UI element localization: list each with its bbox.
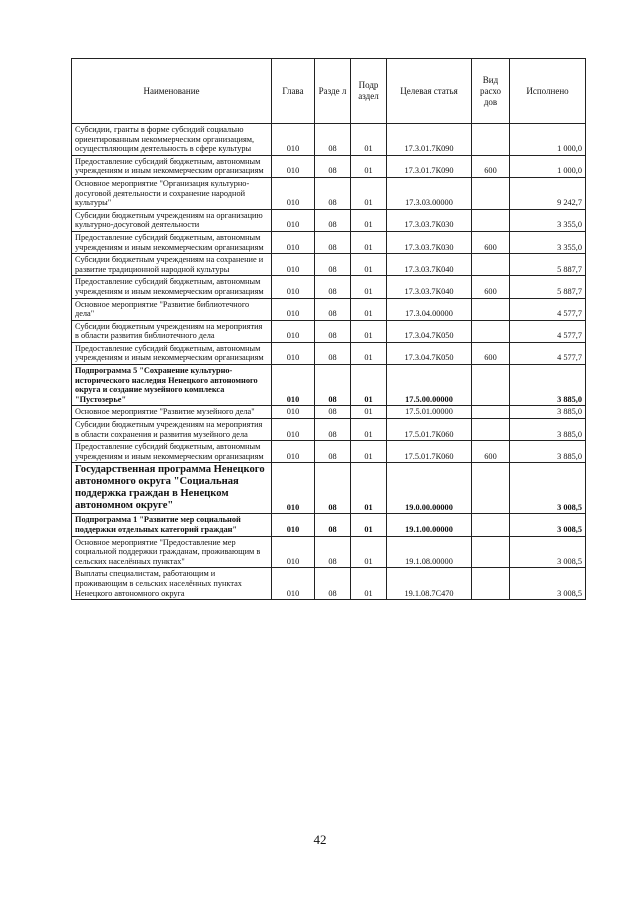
row-name: Подпрограмма 5 "Сохранение культурно-исторического наследия Ненецкого автономного округа и создание музейного комплекса "Пустозерье" — [72, 365, 272, 406]
table-row — [72, 419, 586, 441]
table-row — [72, 276, 586, 298]
row-target: 17.3.03.7К040 — [387, 254, 472, 276]
row-podrazdel: 01 — [351, 276, 387, 298]
row-podrazdel: 01 — [351, 342, 387, 364]
row-vid — [472, 514, 510, 536]
row-razdel: 08 — [315, 231, 351, 253]
row-name: Подпрограмма 1 "Развитие мер социальной поддержки отдельных категорий граждан" — [72, 514, 272, 536]
table-row — [72, 124, 586, 156]
row-glava: 010 — [272, 463, 315, 514]
row-vid — [472, 463, 510, 514]
row-amount: 3 008,5 — [510, 568, 586, 600]
row-vid — [472, 254, 510, 276]
row-podrazdel: 01 — [351, 536, 387, 568]
row-amount: 3 008,5 — [510, 514, 586, 536]
row-razdel: 08 — [315, 536, 351, 568]
row-name: Основное мероприятие "Организация культурно-досуговой деятельности и сохранение народной культуры" — [72, 177, 272, 209]
row-razdel: 08 — [315, 365, 351, 406]
row-name: Субсидии бюджетным учреждениям на организацию культурно-досуговой деятельности — [72, 209, 272, 231]
row-target: 17.5.01.7К060 — [387, 441, 472, 463]
row-razdel: 08 — [315, 342, 351, 364]
row-razdel: 08 — [315, 406, 351, 419]
row-name: Предоставление субсидий бюджетным, автономным учреждениям и иным некоммерческим организациям — [72, 441, 272, 463]
row-razdel: 08 — [315, 124, 351, 156]
row-vid: 600 — [472, 231, 510, 253]
row-target: 19.0.00.00000 — [387, 463, 472, 514]
page-number: 42 — [313, 832, 327, 847]
row-name: Субсидии бюджетным учреждениям на мероприятия в области развития библиотечного дела — [72, 320, 272, 342]
budget-table — [71, 58, 586, 600]
row-glava: 010 — [272, 231, 315, 253]
row-vid — [472, 536, 510, 568]
row-target: 17.3.01.7К090 — [387, 124, 472, 156]
row-razdel: 08 — [315, 276, 351, 298]
header-razdel: Разде л — [315, 59, 351, 124]
row-razdel: 08 — [315, 254, 351, 276]
row-podrazdel: 01 — [351, 155, 387, 177]
row-razdel: 08 — [315, 514, 351, 536]
table-row — [72, 231, 586, 253]
table-row — [72, 441, 586, 463]
row-vid — [472, 320, 510, 342]
row-podrazdel: 01 — [351, 320, 387, 342]
row-amount: 3 355,0 — [510, 209, 586, 231]
table-row — [72, 209, 586, 231]
row-podrazdel: 01 — [351, 514, 387, 536]
row-amount: 3 008,5 — [510, 536, 586, 568]
row-target: 17.3.03.7К030 — [387, 209, 472, 231]
table-row — [72, 155, 586, 177]
row-name: Предоставление субсидий бюджетным, автономным учреждениям и иным некоммерческим организациям — [72, 276, 272, 298]
row-podrazdel: 01 — [351, 124, 387, 156]
row-amount: 3 885,0 — [510, 406, 586, 419]
row-target: 17.3.04.7К050 — [387, 320, 472, 342]
row-vid — [472, 124, 510, 156]
table-row — [72, 365, 586, 406]
row-name: Основное мероприятие "Развитие библиотечного дела" — [72, 298, 272, 320]
table-row — [72, 320, 586, 342]
row-vid — [472, 177, 510, 209]
header-glava: Глава — [272, 59, 315, 124]
table-row — [72, 406, 586, 419]
row-podrazdel: 01 — [351, 254, 387, 276]
row-target: 19.1.08.00000 — [387, 536, 472, 568]
row-podrazdel: 01 — [351, 419, 387, 441]
header-vid: Вид расхо дов — [472, 59, 510, 124]
row-name: Предоставление субсидий бюджетным, автономным учреждениям и иным некоммерческим организациям — [72, 231, 272, 253]
row-name: Выплаты специалистам, работающим и проживающим в сельских населённых пунктах Ненецкого автономного округа — [72, 568, 272, 600]
row-target: 19.1.00.00000 — [387, 514, 472, 536]
table-header-row — [72, 59, 586, 124]
row-podrazdel: 01 — [351, 365, 387, 406]
row-podrazdel: 01 — [351, 463, 387, 514]
row-name: Предоставление субсидий бюджетным, автономным учреждениям и иным некоммерческим организациям — [72, 342, 272, 364]
row-vid: 600 — [472, 342, 510, 364]
row-glava: 010 — [272, 320, 315, 342]
row-amount: 1 000,0 — [510, 155, 586, 177]
row-name: Субсидии бюджетным учреждениям на мероприятия в области сохранения и развития музейного дела — [72, 419, 272, 441]
row-podrazdel: 01 — [351, 441, 387, 463]
row-vid — [472, 365, 510, 406]
row-target: 17.5.01.7К060 — [387, 419, 472, 441]
table-row — [72, 342, 586, 364]
row-name: Основное мероприятие "Предоставление мер социальной поддержки гражданам, проживающим в сельских населённых пунктах" — [72, 536, 272, 568]
row-target: 17.3.04.00000 — [387, 298, 472, 320]
row-name: Предоставление субсидий бюджетным, автономным учреждениям и иным некоммерческим организациям — [72, 155, 272, 177]
table-row — [72, 298, 586, 320]
row-razdel: 08 — [315, 320, 351, 342]
row-podrazdel: 01 — [351, 568, 387, 600]
row-podrazdel: 01 — [351, 406, 387, 419]
row-amount: 4 577,7 — [510, 320, 586, 342]
row-target: 17.3.03.7К030 — [387, 231, 472, 253]
row-glava: 010 — [272, 276, 315, 298]
row-amount: 5 887,7 — [510, 254, 586, 276]
row-glava: 010 — [272, 406, 315, 419]
row-razdel: 08 — [315, 463, 351, 514]
row-glava: 010 — [272, 441, 315, 463]
row-vid: 600 — [472, 155, 510, 177]
row-name: Субсидии бюджетным учреждениям на сохранение и развитие традиционной народной культуры — [72, 254, 272, 276]
row-glava: 010 — [272, 568, 315, 600]
row-amount: 1 000,0 — [510, 124, 586, 156]
row-vid: 600 — [472, 276, 510, 298]
row-razdel: 08 — [315, 177, 351, 209]
header-target: Целевая статья — [387, 59, 472, 124]
row-vid — [472, 406, 510, 419]
row-name: Основное мероприятие "Развитие музейного дела" — [72, 406, 272, 419]
row-vid: 600 — [472, 441, 510, 463]
row-vid — [472, 209, 510, 231]
row-amount: 3 355,0 — [510, 231, 586, 253]
row-razdel: 08 — [315, 441, 351, 463]
row-vid — [472, 419, 510, 441]
row-glava: 010 — [272, 365, 315, 406]
row-target: 17.3.03.7К040 — [387, 276, 472, 298]
row-glava: 010 — [272, 536, 315, 568]
row-razdel: 08 — [315, 419, 351, 441]
row-name: Субсидии, гранты в форме субсидий социально ориентированным некоммерческим организациям, осуществляющим деятельность в сфере культуры — [72, 124, 272, 156]
row-amount: 3 885,0 — [510, 441, 586, 463]
row-glava: 010 — [272, 177, 315, 209]
header-podrazdel: Подр аздел — [351, 59, 387, 124]
row-vid — [472, 568, 510, 600]
row-podrazdel: 01 — [351, 209, 387, 231]
table-row — [72, 568, 586, 600]
row-amount: 9 242,7 — [510, 177, 586, 209]
row-glava: 010 — [272, 124, 315, 156]
row-amount: 4 577,7 — [510, 342, 586, 364]
row-target: 17.5.00.00000 — [387, 365, 472, 406]
table-row — [72, 536, 586, 568]
row-glava: 010 — [272, 209, 315, 231]
row-name: Государственная программа Ненецкого автономного округа "Социальная поддержка граждан в Ненецком автономном округе" — [72, 463, 272, 514]
row-target: 17.3.03.00000 — [387, 177, 472, 209]
row-glava: 010 — [272, 298, 315, 320]
row-amount: 3 885,0 — [510, 419, 586, 441]
row-razdel: 08 — [315, 568, 351, 600]
header-name: Наименование — [72, 59, 272, 124]
row-glava: 010 — [272, 254, 315, 276]
row-glava: 010 — [272, 342, 315, 364]
table-row — [72, 463, 586, 514]
row-podrazdel: 01 — [351, 177, 387, 209]
row-razdel: 08 — [315, 209, 351, 231]
row-podrazdel: 01 — [351, 231, 387, 253]
row-razdel: 08 — [315, 155, 351, 177]
row-amount: 3 008,5 — [510, 463, 586, 514]
row-vid — [472, 298, 510, 320]
row-target: 17.3.04.7К050 — [387, 342, 472, 364]
row-amount: 5 887,7 — [510, 276, 586, 298]
row-glava: 010 — [272, 514, 315, 536]
row-amount: 3 885,0 — [510, 365, 586, 406]
table-row — [72, 514, 586, 536]
row-podrazdel: 01 — [351, 298, 387, 320]
table-row — [72, 254, 586, 276]
row-razdel: 08 — [315, 298, 351, 320]
row-glava: 010 — [272, 419, 315, 441]
row-target: 17.3.01.7К090 — [387, 155, 472, 177]
table-body — [72, 124, 586, 600]
row-amount: 4 577,7 — [510, 298, 586, 320]
row-glava: 010 — [272, 155, 315, 177]
row-target: 17.5.01.00000 — [387, 406, 472, 419]
header-ispolneno: Исполнено — [510, 59, 586, 124]
table-row — [72, 177, 586, 209]
row-target: 19.1.08.7С470 — [387, 568, 472, 600]
